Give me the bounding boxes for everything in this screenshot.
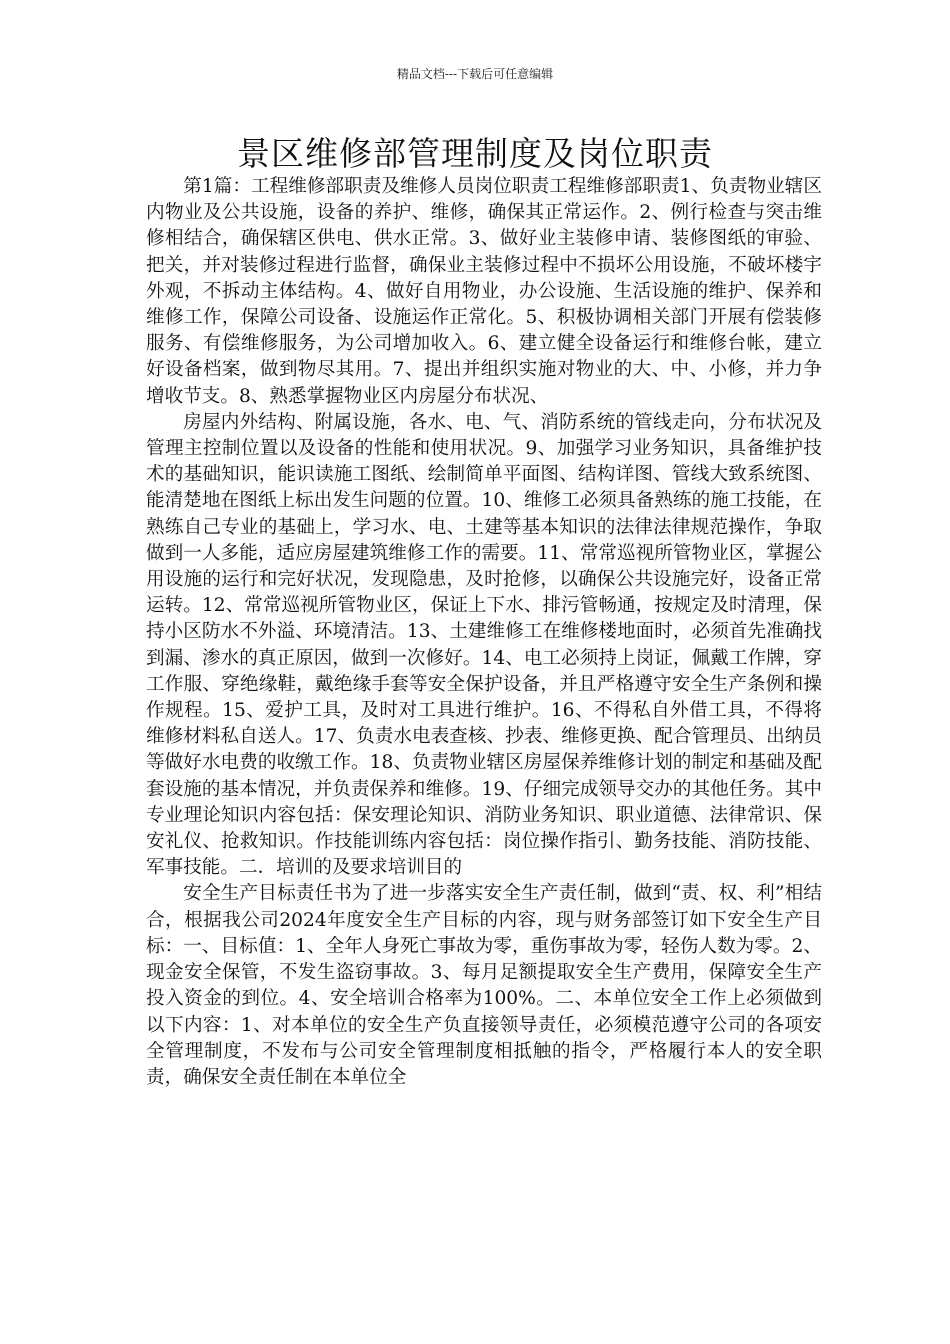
paragraph: 第1篇：工程维修部职责及维修人员岗位职责工程维修部职责1、负责物业辖区内物业及公共设施，设备的养护、维修，确保其正常运作。2、例行检查与突击维修相结合，确保辖区供电、供水正常。3、做好业主装修申请、装修图纸的审验、把关，并对装修过程进行监督，确保业主装修过程中不损坏公用设施，不破坏楼宇外观，不拆动主体结构。4、做好自用物业，办公设施、生活设施的维护、保养和维修工作，保障公司设备、设施运作正常化。5、积极协调相关部门开展有偿装修服务、有偿维修服务，为公司增加收入。6、建立健全设备运行和维修台帐，建立好设备档案，做到物尽其用。7、提出并组织实施对物业的大、中、小修，并力争增收节支。8、熟悉掌握物业区内房屋分布状况、 <box>146 176 822 407</box>
document-title: 景区维修部管理制度及岗位职责 <box>237 134 713 173</box>
document-body <box>146 174 822 1091</box>
header-note: 精品文档---下载后可任意编辑 <box>396 67 554 81</box>
paragraph: 房屋内外结构、附属设施，各水、电、气、消防系统的管线走向，分布状况及管理主控制位置以及设备的性能和使用状况。9、加强学习业务知识，具备维护技术的基础知识，能识读施工图纸、绘制简单平面图、结构详图、管线大致系统图、能清楚地在图纸上标出发生问题的位置。10、维修工必须具备熟练的施工技能，在熟练自己专业的基础上，学习水、电、土建等基本知识的法律法律规范操作，争取做到一人多能，适应房屋建筑维修工作的需要。11、常常巡视所管物业区，掌握公用设施的运行和完好状况，发现隐患，及时抢修，以确保公共设施完好，设备正常运转。12、常常巡视所管物业区，保证上下水、排污管畅通，按规定及时清理，保持小区防水不外溢、环境清洁。13、土建维修工在维修楼地面时，必须首先准确找到漏、渗水的真正原因，做到一次修好。14、电工必须持上岗证，佩戴工作牌，穿工作服、穿绝缘鞋，戴绝缘手套等安全保护设备，并且严格遵守安全生产条例和操作规程。15、爱护工具，及时对工具进行维护。16、不得私自外借工具，不得将维修材料私自送人。17、负责水电表查核、抄表、维修更换、配合管理员、出纳员等做好水电费的收缴工作。18、负责物业辖区房屋保养维修计划的制定和基础及配套设施的基本情况，并负责保养和维修。19、仔细完成领导交办的其他任务。其中专业理论知识内容包括：保安理论知识、消防业务知识、职业道德、法律常识、保安礼仪、抢救知识。作技能训练内容包括：岗位操作指引、勤务技能、消防技能、军事技能。二．培训的及要求培训目的 <box>146 411 822 879</box>
paragraph: 安全生产目标责任书为了进一步落实安全生产责任制，做到“责、权、利”相结合，根据我公司2024年度安全生产目标的内容，现与财务部签订如下安全生产目标：一、目标值：1、全年人身死亡事故为零，重伤事故为零，轻伤人数为零。2、现金安全保管，不发生盗窃事故。3、每月足额提取安全生产费用，保障安全生产投入资金的到位。4、安全培训合格率为100%。二、本单位安全工作上必须做到以下内容：1、对本单位的安全生产负直接领导责任，必须模范遵守公司的各项安全管理制度，不发布与公司安全管理制度相抵触的指令，严格履行本人的安全职责，确保安全责任制在本单位全 <box>146 883 822 1088</box>
